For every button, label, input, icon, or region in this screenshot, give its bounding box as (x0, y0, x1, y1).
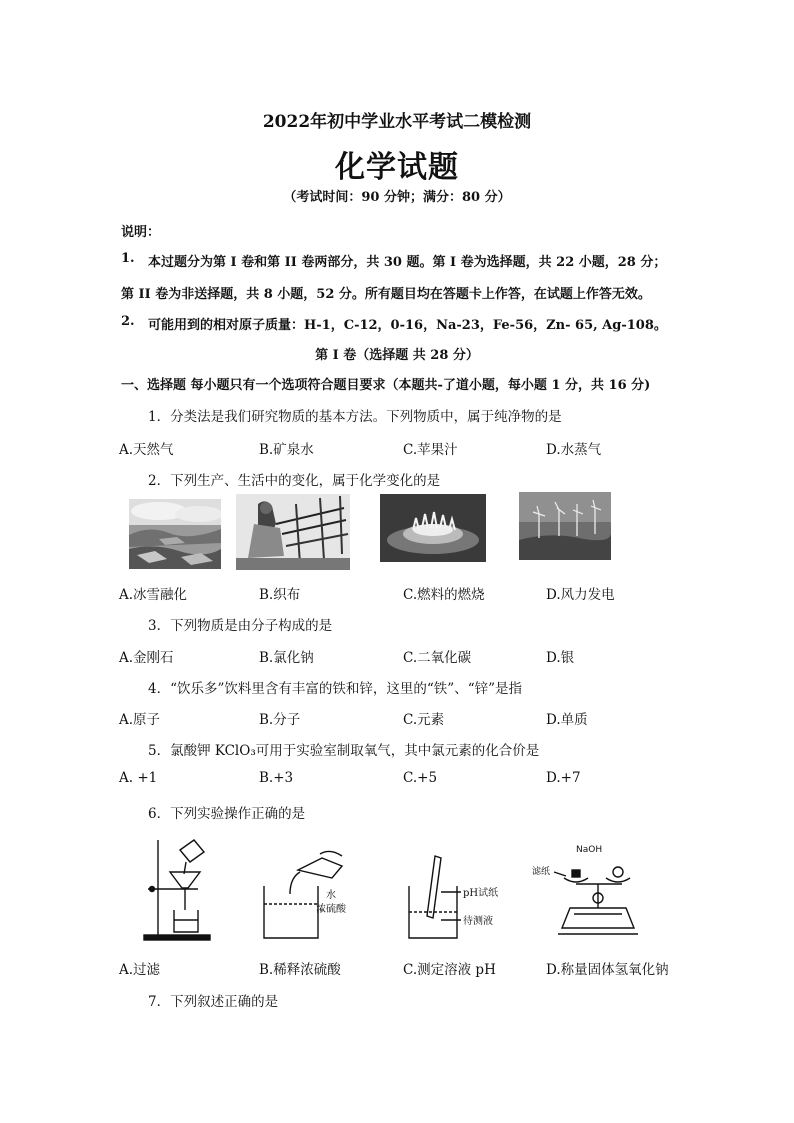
q5-option-a: A. +1 (119, 770, 158, 786)
question-4-text: 4．“饮乐多”饮料里含有丰富的铁和锌，这里的“铁”、“锌”是指 (148, 681, 522, 697)
photo-ice-snow-melting (129, 499, 221, 569)
q1-option-d: D.水蒸气 (546, 442, 602, 458)
question-7-text: 7．下列叙述正确的是 (148, 994, 279, 1010)
q6-option-c: C.测定溶液 pH (403, 962, 496, 978)
part1-title: 第 I 卷（选择题 共 28 分） (315, 348, 479, 363)
label-naoh: NaOH (576, 845, 603, 855)
label-water: 水 (326, 890, 336, 901)
exam-title: 2022年初中学业水平考试二模检测 (262, 112, 532, 132)
q5-option-d: D.+7 (546, 770, 581, 786)
q3-option-d: D.银 (546, 650, 575, 666)
exam-info: （考试时间：90 分钟；满分：80 分） (283, 190, 511, 205)
label-test-solution: 待测液 (463, 916, 493, 927)
q3-option-a: A.金刚石 (119, 650, 174, 666)
instruction-2-line1: 可能用到的相对原子质量：H-1，C-12，0-16，Na-23，Fe-56，Zn- 65, Ag-108。 (148, 318, 667, 333)
q2-option-c: C.燃料的燃烧 (403, 587, 485, 603)
q5-option-b: B.+3 (259, 770, 294, 786)
q3-option-c: C.二氧化碳 (403, 650, 472, 666)
instructions-label: 说明： (121, 225, 161, 240)
diagram-dilute-sulfuric-acid (260, 848, 360, 942)
instruction-1-num: 1. (121, 251, 135, 266)
label-concentrated-acid: 浓硫酸 (316, 904, 346, 915)
q6-option-b: B.稀释浓硫酸 (259, 962, 341, 978)
q6-option-d: D.称量固体氢氧化钠 (546, 962, 669, 978)
q2-option-b: B.织布 (259, 587, 301, 603)
question-6-text: 6．下列实验操作正确的是 (148, 806, 306, 822)
instruction-1-line2: 第 II 卷为非送择题，共 8 小题，52 分。所有题目均在答题卡上作答，在试题上作答无效。 (121, 287, 651, 302)
q4-option-c: C.元素 (403, 712, 445, 728)
q2-option-d: D.风力发电 (546, 587, 615, 603)
question-3-text: 3．下列物质是由分子构成的是 (148, 618, 333, 634)
q1-option-a: A.天然气 (119, 442, 174, 458)
question-5-text: 5．氯酸钾 KClO₃可用于实验室制取氧气，其中氯元素的化合价是 (148, 743, 540, 759)
diagram-filtration (140, 832, 220, 942)
diagram-weigh-naoh (530, 842, 650, 942)
photo-weaving-cloth (236, 494, 350, 570)
question-1-text: 1．分类法是我们研究物质的基本方法。下列物质中，属于纯净物的是 (148, 409, 562, 425)
q4-option-b: B.分子 (259, 712, 301, 728)
diagram-measure-ph (405, 852, 515, 942)
label-filter-paper: 滤纸 (532, 867, 551, 877)
q4-option-a: A.原子 (119, 712, 161, 728)
photo-fuel-burning (380, 494, 486, 562)
q6-option-a: A.过滤 (119, 962, 161, 978)
photo-wind-power (519, 492, 611, 560)
q1-option-c: C.苹果汁 (403, 442, 458, 458)
q4-option-d: D.单质 (546, 712, 588, 728)
subject-title: 化学试题 (335, 150, 459, 185)
q5-option-c: C.+5 (403, 770, 438, 786)
instruction-2-num: 2. (121, 314, 135, 329)
instruction-1-line1: 本过题分为第 I 卷和第 II 卷两部分，共 30 题。第 I 卷为选择题，共 22 小题，28 分； (148, 255, 667, 270)
question-2-text: 2．下列生产、生活中的变化，属于化学变化的是 (148, 473, 441, 489)
section-heading: 一、选择题 每小题只有一个选项符合题目要求（本题共-了道小题，每小题 1 分，共 16 分) (121, 378, 651, 393)
q1-option-b: B.矿泉水 (259, 442, 314, 458)
q3-option-b: B.氯化钠 (259, 650, 314, 666)
label-ph-paper: pH试纸 (463, 888, 499, 899)
q2-option-a: A.冰雪融化 (119, 587, 188, 603)
